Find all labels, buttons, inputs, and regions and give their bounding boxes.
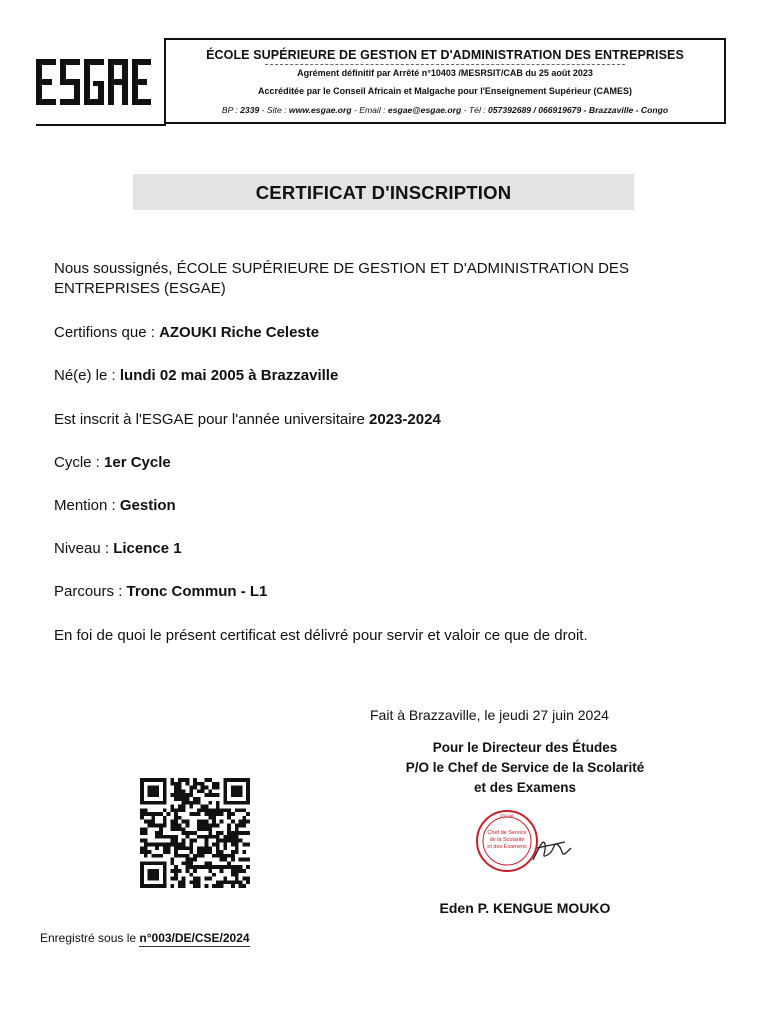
certifions-label: Certifions que : <box>54 324 160 341</box>
year-label: Est inscrit à l'ESGAE pour l'année universitaire <box>54 411 370 428</box>
bp-label: BP : <box>221 105 241 115</box>
signer-name: Eden P. KENGUE MOUKO <box>439 900 611 916</box>
svg-text:de la Scolarité: de la Scolarité <box>489 837 525 843</box>
registration-label: Enregistré sous le <box>40 931 140 945</box>
signer-line-2: P/O le Chef de Service de la Scolarité <box>405 760 645 775</box>
qr-code[interactable] <box>138 778 252 888</box>
header-divider <box>265 64 625 65</box>
stamp-seal <box>477 811 537 871</box>
mention-line <box>54 496 176 516</box>
agrement-text: Agrément définitif par Arrêté n°10403 /MESRSIT/CAB du 25 août 2023 <box>297 68 593 78</box>
official-stamp <box>473 808 583 874</box>
tel-value: 057392689 / 066919679 <box>488 105 582 115</box>
closing-text: En foi de quoi le présent certificat est délivré pour servir et valoir ce que de droit. <box>54 627 588 644</box>
signer-titles <box>380 738 670 798</box>
registration-line <box>40 931 250 945</box>
bp-value: 2339 <box>240 105 260 115</box>
svg-text:Chef de Service: Chef de Service <box>487 830 527 836</box>
year-line <box>54 410 441 430</box>
registration-number: n°003/DE/CSE/2024 <box>139 931 250 945</box>
svg-text:ESGAE: ESGAE <box>500 813 514 818</box>
email-link[interactable]: esgae@esgae.org <box>387 105 462 115</box>
parcours-line <box>54 582 267 602</box>
cycle-value: 1er Cycle <box>104 454 171 471</box>
signer-line-3: et des Examens <box>473 780 577 795</box>
logo-underline <box>36 124 166 126</box>
school-name: ÉCOLE SUPÉRIEURE DE GESTION ET D'ADMINISTRATION DES ENTREPRISES <box>206 48 684 62</box>
esgae-logo <box>35 56 151 108</box>
site-link[interactable]: www.esgae.org <box>288 105 352 115</box>
intro-text: Nous soussignés, ÉCOLE SUPÉRIEURE DE GESTION ET D'ADMINISTRATION DES ENTREPRISES (ESGAE) <box>54 260 629 297</box>
mention-label: Mention : <box>54 497 120 514</box>
mention-value: Gestion <box>119 497 176 514</box>
birth-value: lundi 02 mai 2005 à Brazzaville <box>119 367 339 384</box>
niveau-value: Licence 1 <box>113 540 182 557</box>
cycle-label: Cycle : <box>54 454 105 471</box>
place-date: Fait à Brazzaville, le jeudi 27 juin 2024 <box>370 707 609 723</box>
parcours-value: Tronc Commun - L1 <box>126 583 268 600</box>
email-label: - Email : <box>351 105 388 115</box>
svg-text:et des Examens: et des Examens <box>487 844 527 850</box>
cycle-line <box>54 453 171 473</box>
year-value: 2023-2024 <box>369 411 441 428</box>
niveau-label: Niveau : <box>54 540 114 557</box>
document-title: CERTIFICAT D'INSCRIPTION <box>133 174 634 210</box>
header-box <box>164 38 726 124</box>
parcours-label: Parcours : <box>54 583 127 600</box>
handwritten-signature <box>533 842 571 860</box>
city-value: - Brazzaville - Congo <box>581 105 669 115</box>
birth-label: Né(e) le : <box>54 367 120 384</box>
student-name: AZOUKI Riche Celeste <box>159 324 320 341</box>
site-label: - Site : <box>259 105 289 115</box>
signer-line-1: Pour le Directeur des Études <box>432 740 618 755</box>
birth-line <box>54 366 338 386</box>
tel-label: - Tél : <box>461 105 489 115</box>
contact-line <box>166 105 724 115</box>
niveau-line <box>54 539 182 559</box>
certifions-line <box>54 323 319 343</box>
accreditation-text: Accréditée par le Conseil Africain et Malgache pour l'Enseignement Supérieur (CAMES) <box>258 86 632 96</box>
